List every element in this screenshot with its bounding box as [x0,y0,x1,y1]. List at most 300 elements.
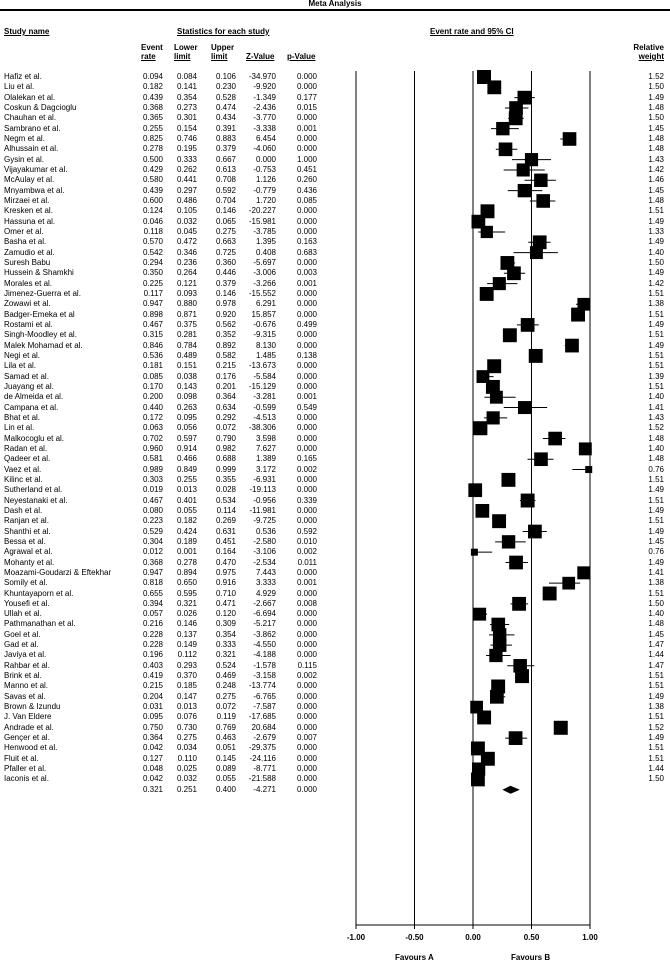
study-name-cell: Zamudio et al. [4,247,55,257]
weight-cell: 1.51 [648,309,664,319]
upper-cell: 0.269 [215,516,236,526]
rate-cell: 0.500 [142,154,163,164]
p-cell: 0.002 [296,464,317,474]
rate-cell: 0.200 [142,392,163,402]
p-cell: 0.000 [296,619,317,629]
p-cell: 0.001 [296,578,317,588]
weight-cell: 1.44 [648,764,664,774]
lower-cell: 0.195 [176,144,197,154]
p-cell: 0.000 [296,485,317,495]
rate-cell: 0.255 [142,123,163,133]
lower-cell: 0.055 [176,505,197,515]
z-cell: -21.588 [248,774,276,784]
weight-cell: 1.50 [648,774,664,784]
rate-cell: 0.124 [142,206,163,216]
lower-cell: 0.278 [176,557,197,567]
study-marker [490,690,504,704]
p-cell: 0.000 [296,288,317,298]
p-cell: 0.000 [296,340,317,350]
upper-cell: 0.978 [215,299,236,309]
z-cell: -9.725 [253,516,276,526]
weight-cell: 1.39 [648,371,664,381]
study-marker [471,773,485,787]
upper-cell: 0.379 [215,278,236,288]
weight-cell: 1.46 [648,175,664,185]
upper-cell: 0.352 [215,330,236,340]
lower-cell: 0.045 [176,226,197,236]
upper-cell: 0.892 [215,340,236,350]
lower-cell: 0.871 [176,309,197,319]
weight-cell: 1.49 [648,268,664,278]
lower-cell: 0.032 [176,774,197,784]
study-marker [507,266,521,280]
z-cell: -9.920 [253,82,276,92]
lower-cell: 0.095 [176,412,197,422]
study-marker [577,566,590,579]
lower-cell: 0.189 [176,536,197,546]
z-cell: -7.587 [253,702,276,712]
weight-cell: 1.41 [648,567,664,577]
weight-cell: 1.52 [648,423,664,433]
weight-cell: 1.50 [648,82,664,92]
page-title: Meta Analysis [308,0,362,8]
study-name-cell: Chauhan et al. [4,113,57,123]
upper-cell: 0.562 [215,319,236,329]
z-cell: -11.981 [249,505,276,515]
rate-cell: 0.403 [142,660,163,670]
lower-cell: 0.297 [176,185,197,195]
rate-cell: 0.278 [142,144,163,154]
study-name-cell: Bhat et al. [4,412,41,422]
rate-cell: 0.750 [142,722,163,732]
study-name-cell: Gençer et al. [4,733,50,743]
lower-cell: 0.025 [176,764,197,774]
lower-cell: 0.370 [176,671,197,681]
lower-cell: 0.849 [176,464,197,474]
study-name-cell: Ranjan et al. [4,516,49,526]
upper-cell: 0.360 [215,257,236,267]
study-name-cell: Javiya et al. [4,650,47,660]
rate-cell: 0.315 [142,330,163,340]
study-marker [481,226,493,238]
upper-cell: 0.663 [215,237,236,247]
lower-cell: 0.441 [176,175,197,185]
upper-cell: 0.975 [215,567,236,577]
p-cell: 0.000 [296,361,317,371]
p-cell: 0.683 [296,247,317,257]
z-cell: -9.315 [253,330,276,340]
upper-cell: 0.592 [215,185,236,195]
p-cell: 0.138 [296,350,317,360]
p-cell: 0.000 [296,226,317,236]
study-marker [468,483,482,497]
study-marker [509,556,523,570]
p-cell: 0.000 [296,650,317,660]
lower-cell: 0.093 [176,288,197,298]
z-cell: -8.771 [253,764,276,774]
rate-cell: 0.118 [143,226,163,236]
favours-a-label: Favours A [395,953,434,962]
rate-cell: 0.019 [142,485,163,495]
lower-cell: 0.034 [176,743,197,753]
p-cell: 0.015 [296,102,317,112]
rate-cell: 0.031 [142,702,163,712]
weight-cell: 1.48 [648,144,664,154]
weight-cell: 1.49 [648,319,664,329]
weight-cell: 1.51 [648,743,664,753]
study-marker [473,421,487,435]
p-cell: 0.000 [296,753,317,763]
weight-cell: 1.40 [648,609,664,619]
rate-cell: 0.368 [142,557,163,567]
p-cell: 0.000 [296,516,317,526]
rate-cell: 0.947 [142,299,163,309]
rate-cell: 0.702 [142,433,163,443]
z-cell: 0.536 [255,526,276,536]
z-cell: 3.598 [255,433,276,443]
z-cell: -3.338 [253,123,276,133]
weight-cell: 1.51 [648,495,664,505]
weight-cell: 1.49 [648,557,664,567]
relative-weight-header-line2: weight [638,52,664,61]
rate-cell: 0.228 [142,640,163,650]
z-cell: -1.349 [253,92,276,102]
lower-cell: 0.185 [176,681,197,691]
pooled-rate-cell: 0.321 [142,784,163,794]
rate-cell: 0.046 [142,216,163,226]
z-cell: 0.000 [255,154,276,164]
z-value-header: Z-Value [246,52,275,61]
rate-cell: 0.989 [142,464,163,474]
lower-cell: 0.147 [176,691,197,701]
weight-cell: 1.48 [648,195,664,205]
study-name-cell: Mnyambwa et al. [4,185,65,195]
upper-cell: 0.072 [215,423,236,433]
x-tick-label: -1.00 [346,933,366,942]
study-name-cell: Goel et al. [4,629,41,639]
study-marker [534,174,547,187]
weight-cell: 1.50 [648,257,664,267]
study-marker [496,122,509,135]
z-cell: -6.931 [253,474,276,484]
rate-cell: 0.947 [142,567,163,577]
rate-cell: 0.094 [142,72,163,81]
weight-cell: 1.48 [648,619,664,629]
upper-cell: 0.309 [215,619,236,629]
study-name-cell: Jimenez-Guerra et al. [4,288,81,298]
z-cell: 20.684 [251,722,276,732]
lower-cell: 0.262 [176,164,197,174]
z-cell: -2.534 [253,557,276,567]
p-cell: 0.177 [296,92,317,102]
study-name-cell: Basha et al. [4,237,47,247]
upper-cell: 0.769 [215,722,236,732]
lower-cell: 0.137 [176,629,197,639]
z-cell: 6.291 [255,299,276,309]
p-cell: 0.000 [296,609,317,619]
study-marker [475,504,489,518]
p-cell: 0.436 [296,185,317,195]
study-name-cell: Badger-Emeka et al [4,309,75,319]
rate-cell: 0.215 [142,681,163,691]
z-cell: -0.956 [253,495,276,505]
z-cell: 4.929 [255,588,276,598]
study-name-cell: Pfaller et al. [4,764,47,774]
upper-cell: 0.354 [215,629,236,639]
upper-limit-header-line2: limit [211,52,228,61]
weight-cell: 1.49 [648,237,664,247]
lower-cell: 0.056 [176,423,197,433]
p-cell: 0.260 [296,175,317,185]
study-name-cell: Henwood et al. [4,743,58,753]
lower-cell: 0.151 [176,361,197,371]
lower-cell: 0.650 [176,578,197,588]
study-marker [471,549,478,556]
upper-cell: 0.667 [215,154,236,164]
z-cell: -2.580 [253,536,276,546]
lower-cell: 0.784 [176,340,197,350]
z-cell: -24.116 [249,753,276,763]
upper-cell: 0.364 [215,392,236,402]
upper-cell: 0.434 [215,113,236,123]
p-cell: 0.003 [296,268,317,278]
rate-cell: 0.825 [142,133,163,143]
study-marker [509,111,523,125]
p-cell: 0.000 [296,309,317,319]
lower-cell: 0.110 [177,753,197,763]
lower-cell: 0.354 [176,92,197,102]
weight-cell: 1.51 [648,350,664,360]
upper-cell: 0.582 [215,350,236,360]
lower-cell: 0.275 [176,733,197,743]
event-rate-header-line2: rate [141,52,156,61]
rate-cell: 0.204 [142,691,163,701]
z-cell: -13.673 [248,361,276,371]
z-cell: -3.770 [253,113,276,123]
study-name-cell: Rostami et al. [4,319,53,329]
rate-cell: 0.216 [142,619,163,629]
study-marker [543,587,557,601]
upper-cell: 0.055 [215,774,236,784]
rate-cell: 0.196 [142,650,163,660]
p-cell: 0.000 [296,443,317,453]
weight-cell: 1.33 [648,226,664,236]
weight-cell: 1.44 [648,650,664,660]
weight-cell: 1.40 [648,392,664,402]
upper-cell: 0.883 [215,133,236,143]
p-cell: 0.000 [296,743,317,753]
weight-cell: 1.51 [648,474,664,484]
z-cell: -4.550 [253,640,276,650]
rate-cell: 0.117 [143,288,163,298]
upper-cell: 0.708 [215,175,236,185]
study-name-cell: Hussein & Shamkhi [4,268,74,278]
rate-cell: 0.063 [142,423,163,433]
weight-cell: 1.42 [648,278,664,288]
z-cell: -34.970 [248,72,276,81]
upper-cell: 0.451 [215,536,236,546]
z-cell: 6.454 [255,133,276,143]
upper-cell: 0.534 [215,495,236,505]
p-cell: 0.000 [296,133,317,143]
upper-cell: 0.275 [215,226,236,236]
z-cell: -0.753 [253,164,276,174]
weight-cell: 1.38 [648,702,664,712]
z-cell: -15.129 [248,381,276,391]
weight-cell: 1.50 [648,598,664,608]
study-name-cell: Kilinc et al. [4,474,43,484]
weight-cell: 1.38 [648,578,664,588]
study-name-cell: Dash et al. [4,505,43,515]
p-cell: 0.002 [296,547,317,557]
lower-cell: 0.401 [176,495,197,505]
lower-cell: 0.154 [176,123,197,133]
study-marker [562,577,575,590]
weight-cell: 1.51 [648,681,664,691]
p-cell: 0.451 [296,164,317,174]
rate-cell: 0.085 [142,371,163,381]
p-cell: 0.000 [296,433,317,443]
study-name-cell: Neyestanaki et al. [4,495,68,505]
study-name-cell: Malek Mohamad et al. [4,340,83,350]
rate-cell: 0.655 [142,588,163,598]
p-cell: 0.000 [296,82,317,92]
upper-cell: 0.920 [215,309,236,319]
upper-cell: 0.379 [215,144,236,154]
weight-cell: 1.50 [648,113,664,123]
upper-cell: 0.106 [215,72,236,81]
study-marker [518,401,531,414]
p-cell: 0.000 [296,588,317,598]
lower-cell: 0.084 [176,72,197,81]
upper-cell: 0.114 [216,505,236,515]
upper-cell: 0.146 [215,288,236,298]
z-cell: -3.158 [253,671,276,681]
lower-cell: 0.273 [176,102,197,112]
z-cell: -19.113 [249,485,276,495]
rate-cell: 0.012 [142,547,163,557]
favours-b-label: Favours B [511,953,551,962]
z-cell: -3.006 [253,268,276,278]
rate-cell: 0.581 [142,454,163,464]
rate-cell: 0.394 [142,598,163,608]
study-name-cell: Agrawal et al. [4,547,53,557]
study-name-cell: de Almeida et al. [4,392,64,402]
lower-cell: 0.149 [176,640,197,650]
rate-cell: 0.095 [142,712,163,722]
study-marker [509,731,523,745]
study-name-cell: Andrade et al. [4,722,54,732]
p-cell: 0.002 [296,671,317,681]
study-name-cell: Alhussain et al. [4,144,59,154]
z-cell: -4.060 [253,144,276,154]
rate-cell: 0.536 [142,350,163,360]
lower-cell: 0.346 [176,247,197,257]
weight-cell: 1.47 [648,660,664,670]
p-cell: 0.000 [296,371,317,381]
study-marker [493,277,506,290]
p-cell: 0.000 [296,629,317,639]
z-cell: -4.513 [253,412,276,422]
study-marker [502,535,515,548]
study-marker [490,391,503,404]
lower-cell: 0.333 [176,154,197,164]
upper-cell: 0.145 [215,753,236,763]
lower-cell: 0.466 [176,454,197,464]
upper-cell: 0.248 [215,681,236,691]
upper-cell: 0.471 [215,598,236,608]
upper-cell: 0.391 [215,123,236,133]
study-name-cell: Gysin et al. [4,154,45,164]
p-cell: 0.165 [296,454,317,464]
study-name-cell: Malkocoglu et al. [4,433,65,443]
study-marker [528,525,542,539]
study-name-cell: Brink et al. [4,671,42,681]
upper-cell: 0.474 [215,102,236,112]
study-name-cell: Hafiz et al. [4,72,42,81]
weight-cell: 1.51 [648,330,664,340]
study-marker [536,194,550,208]
upper-cell: 0.333 [215,640,236,650]
lower-cell: 0.595 [176,588,197,598]
upper-cell: 0.028 [215,485,236,495]
weight-cell: 1.49 [648,485,664,495]
study-marker [503,328,517,342]
weight-cell: 1.49 [648,505,664,515]
weight-cell: 1.43 [648,154,664,164]
x-tick-label: 1.00 [582,933,598,942]
p-cell: 0.000 [296,216,317,226]
z-cell: -17.685 [248,712,276,722]
z-cell: -3.862 [253,629,276,639]
rate-cell: 0.350 [142,268,163,278]
rate-cell: 0.042 [142,774,163,784]
study-name-cell: Lin et al. [4,423,35,433]
lower-cell: 0.489 [176,350,197,360]
z-cell: -0.779 [253,185,276,195]
study-name-cell: J. Van Eldere [4,712,52,722]
study-marker [489,649,502,662]
weight-cell: 1.51 [648,206,664,216]
event-rate-header-line1: Event [141,43,163,52]
lower-cell: 0.105 [176,206,197,216]
p-cell: 0.000 [296,144,317,154]
x-tick-label: 0.00 [465,933,481,942]
rate-cell: 0.172 [142,412,163,422]
study-marker [517,163,530,176]
z-cell: -5.584 [253,371,276,381]
p-cell: 0.163 [296,237,317,247]
p-cell: 0.592 [296,526,317,536]
pooled-lower-cell: 0.251 [176,784,197,794]
rate-cell: 0.467 [142,319,163,329]
study-marker [554,721,568,735]
lower-cell: 0.013 [176,485,197,495]
upper-cell: 0.470 [215,557,236,567]
weight-cell: 0.76 [648,547,664,557]
lower-cell: 0.264 [176,268,197,278]
rate-cell: 0.818 [142,578,163,588]
study-marker [477,711,491,725]
z-cell: 1.485 [255,350,276,360]
study-name-cell: Lila et al. [4,361,37,371]
weight-cell: 1.45 [648,185,664,195]
upper-cell: 0.446 [215,268,236,278]
rate-cell: 0.223 [142,516,163,526]
study-name-cell: Bessa et al. [4,536,46,546]
study-marker [473,608,486,621]
study-name-cell: Savas et al. [4,691,46,701]
